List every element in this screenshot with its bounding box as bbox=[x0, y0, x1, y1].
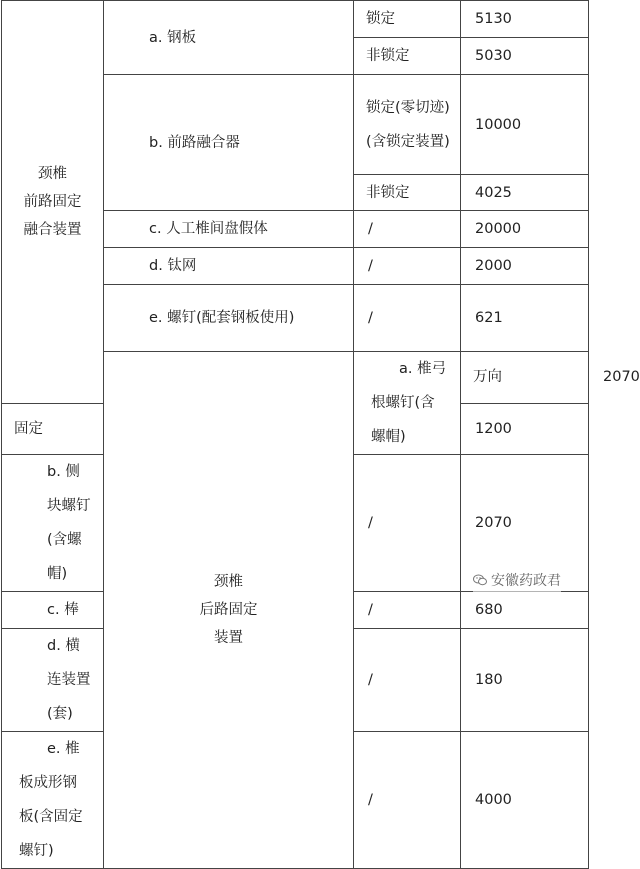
spec-cell: 非锁定 bbox=[354, 175, 461, 211]
item-posterior-a: a. 椎弓根螺钉(含螺帽) bbox=[354, 352, 461, 455]
spec-cell: 非锁定 bbox=[354, 38, 461, 75]
price-cell: 4025 bbox=[461, 175, 589, 211]
spec-cell: 锁定(零切迹)(含锁定装置) bbox=[354, 75, 461, 175]
watermark bbox=[473, 568, 561, 592]
item-anterior-d: d. 钛网 bbox=[104, 248, 354, 285]
price-cell: 4000 bbox=[461, 732, 589, 869]
item-posterior-e: e. 椎板成形钢板(含固定螺钉) bbox=[2, 732, 104, 869]
spec-cell: / bbox=[354, 629, 461, 732]
item-anterior-a: a. 钢板 bbox=[104, 1, 354, 75]
item-posterior-c: c. 棒 bbox=[2, 592, 104, 629]
spec-cell: / bbox=[354, 455, 461, 592]
price-table bbox=[1, 0, 640, 869]
price-cell: 680 bbox=[461, 592, 589, 629]
group-label-posterior bbox=[104, 352, 354, 869]
wechat-icon bbox=[473, 574, 487, 586]
item-posterior-d: d. 横连装置(套) bbox=[2, 629, 104, 732]
spec-cell: 固定 bbox=[2, 403, 104, 455]
price-cell: 2070 bbox=[461, 455, 589, 592]
spec-cell: 锁定 bbox=[354, 1, 461, 38]
group-label-anterior-text: 颈椎 前路固定 融合装置 bbox=[23, 165, 82, 238]
item-posterior-b: b. 侧块螺钉(含螺帽) bbox=[2, 455, 104, 592]
item-anterior-e: e. 螺钉(配套钢板使用) bbox=[104, 285, 354, 352]
spec-cell: / bbox=[354, 285, 461, 352]
table-row bbox=[2, 1, 589, 38]
spec-cell: / bbox=[354, 248, 461, 285]
price-cell: 10000 bbox=[461, 75, 589, 175]
item-anterior-b: b. 前路融合器 bbox=[104, 75, 354, 211]
spec-cell: / bbox=[354, 211, 461, 248]
price-cell: 1200 bbox=[461, 403, 589, 455]
item-anterior-c: c. 人工椎间盘假体 bbox=[104, 211, 354, 248]
group-label-anterior bbox=[2, 1, 104, 404]
price-cell: 621 bbox=[461, 285, 589, 352]
price-cell: 20000 bbox=[461, 211, 589, 248]
price-cell: 5130 bbox=[461, 1, 589, 38]
table-row: 颈椎 后路固定 装置 a. 椎弓根螺钉(含螺帽) 万向 2070 bbox=[2, 352, 589, 404]
spec-cell: / bbox=[354, 732, 461, 869]
watermark-text: 安徽药政君 bbox=[491, 573, 561, 589]
price-cell: 180 bbox=[461, 629, 589, 732]
group-label-posterior-text: 颈椎 后路固定 装置 bbox=[199, 574, 258, 646]
spec-cell: / bbox=[354, 592, 461, 629]
price-cell: 5030 bbox=[461, 38, 589, 75]
spec-cell: 万向 bbox=[461, 352, 589, 404]
price-cell: 2000 bbox=[461, 248, 589, 285]
